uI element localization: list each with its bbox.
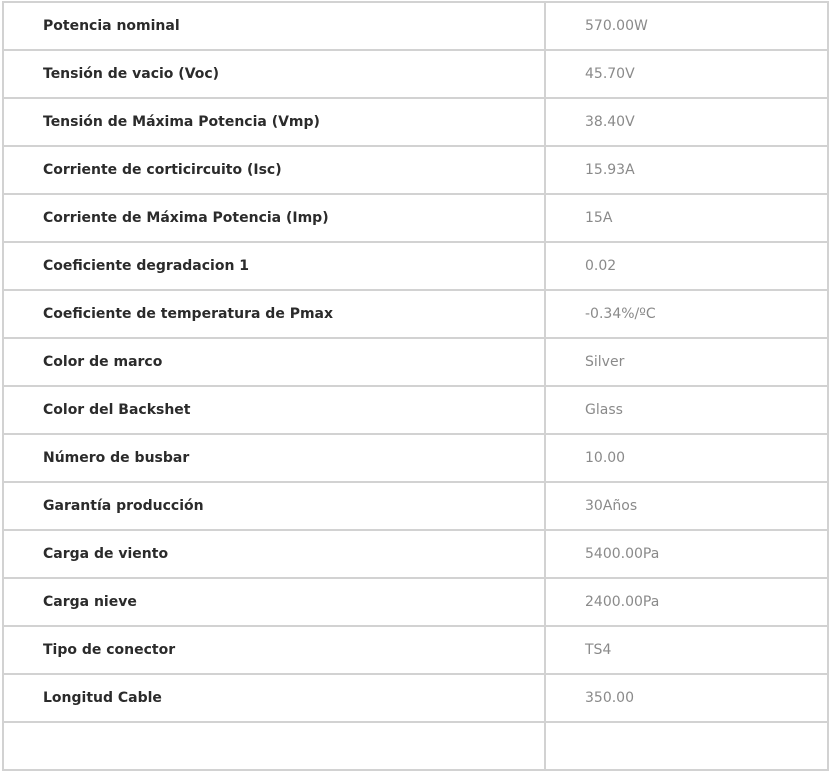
table-row	[3, 2, 828, 50]
spec-value: 15A	[545, 194, 828, 242]
table-row	[3, 482, 828, 530]
table-row	[3, 578, 828, 626]
spec-label: Color del Backshet	[3, 386, 545, 434]
table-row	[3, 50, 828, 98]
spec-value	[545, 722, 828, 770]
spec-label: Tensión de vacio (Voc)	[3, 50, 545, 98]
spec-label: Tipo de conector	[3, 626, 545, 674]
table-row	[3, 338, 828, 386]
spec-value: 0.02	[545, 242, 828, 290]
table-row	[3, 146, 828, 194]
spec-value: 15.93A	[545, 146, 828, 194]
spec-label: Carga nieve	[3, 578, 545, 626]
spec-label: Coeficiente de temperatura de Pmax	[3, 290, 545, 338]
spec-value: -0.34%/ºC	[545, 290, 828, 338]
spec-value: Silver	[545, 338, 828, 386]
spec-label: Potencia nominal	[3, 2, 545, 50]
spec-value: 350.00	[545, 674, 828, 722]
spec-value: 570.00W	[545, 2, 828, 50]
table-row	[3, 290, 828, 338]
table-row	[3, 98, 828, 146]
specifications-table	[2, 1, 829, 771]
table-row	[3, 674, 828, 722]
spec-label: Garantía producción	[3, 482, 545, 530]
spec-label: Corriente de Máxima Potencia (Imp)	[3, 194, 545, 242]
table-row	[3, 530, 828, 578]
table-row	[3, 722, 828, 770]
spec-label: Color de marco	[3, 338, 545, 386]
spec-label: Longitud Cable	[3, 674, 545, 722]
spec-label: Carga de viento	[3, 530, 545, 578]
spec-label: Tensión de Máxima Potencia (Vmp)	[3, 98, 545, 146]
spec-label: Corriente de corticircuito (Isc)	[3, 146, 545, 194]
table-row	[3, 626, 828, 674]
spec-value: 5400.00Pa	[545, 530, 828, 578]
spec-value: 2400.00Pa	[545, 578, 828, 626]
spec-label: Coeficiente degradacion 1	[3, 242, 545, 290]
spec-value: 45.70V	[545, 50, 828, 98]
spec-label: Número de busbar	[3, 434, 545, 482]
specifications-table-body	[3, 2, 828, 770]
spec-value: 10.00	[545, 434, 828, 482]
table-row	[3, 434, 828, 482]
table-row	[3, 386, 828, 434]
spec-value: 30Años	[545, 482, 828, 530]
table-row	[3, 242, 828, 290]
spec-label	[3, 722, 545, 770]
spec-value: Glass	[545, 386, 828, 434]
table-row	[3, 194, 828, 242]
spec-value: TS4	[545, 626, 828, 674]
spec-value: 38.40V	[545, 98, 828, 146]
